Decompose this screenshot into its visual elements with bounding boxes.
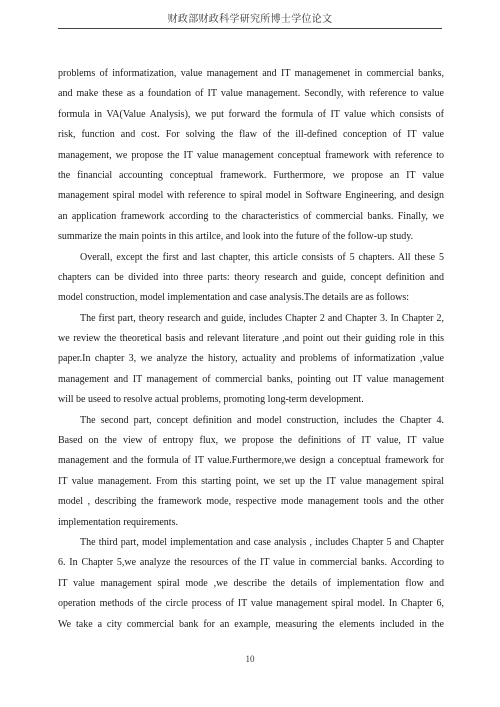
text-line: summarize the main points in this artilce, and look into the future of the follow-up study. xyxy=(58,231,414,243)
text-line: Based on the view of entropy flux, we propose the definitions of IT value, IT value xyxy=(58,435,444,447)
text-line: paper.In chapter 3, we analyze the history, actuality and problems of informatization ,value xyxy=(58,353,444,365)
text-line: the financial accounting conceptual framework. Furthermore, we propose an IT value xyxy=(58,169,444,181)
paragraph-5 xyxy=(58,533,444,635)
text-line: we review the theoretical basis and relevant literature ,and point out their guiding role in this xyxy=(58,333,444,345)
text-line: management and IT management of commercial banks, pointing out IT value management xyxy=(58,373,444,385)
text-line: operation methods of the circle process of IT value management spiral model. In Chapter 6, xyxy=(58,598,444,610)
text-line: an application framework according to the characteristics of commercial banks. Finally, we xyxy=(58,210,444,222)
text-line: risk, function and cost. For solving the flaw of the ill-defined conception of IT value xyxy=(58,129,444,141)
text-line: and make these as a foundation of IT value management. Secondly, with reference to value xyxy=(58,88,444,100)
text-line: We take a city commercial bank for an example, measuring the elements included in the xyxy=(58,618,444,630)
text-line: implementation requirements. xyxy=(58,516,178,528)
running-header: 财政部财政科学研究所博士学位论文 xyxy=(167,14,333,25)
body-text xyxy=(58,64,444,635)
text-line: model construction, model implementation and case analysis.The details are as follows: xyxy=(58,292,410,304)
paragraph-2 xyxy=(58,248,444,309)
text-line: The first part, theory research and guide, includes Chapter 2 and Chapter 3. In Chapter 2, xyxy=(80,312,444,324)
header-rule xyxy=(58,28,442,29)
text-line: chapters can be divided into three parts: theory research and guide, concept definition and xyxy=(58,271,444,283)
text-line: IT value management. From this starting point, we set up the IT value management spiral xyxy=(58,475,444,487)
text-line: model , describing the framework mode, respective mode management tools and the other xyxy=(58,496,444,508)
text-line: problems of informatization, value management and IT managemenet in commercial banks, xyxy=(58,68,444,79)
text-line: The second part, concept definition and model construction, includes the Chapter 4. xyxy=(80,414,444,426)
text-line: management, we propose the IT value management conceptual framework with reference to xyxy=(58,149,444,161)
paragraph-3 xyxy=(58,309,444,411)
paragraph-4 xyxy=(58,411,444,533)
text-line: The third part, model implementation and case analysis , includes Chapter 5 and Chapter xyxy=(80,536,444,548)
paragraph-1 xyxy=(58,64,444,248)
page-number: 10 xyxy=(245,654,255,664)
text-line: management and the formula of IT value.Furthermore,we design a conceptual framework for xyxy=(58,455,444,467)
text-line: Overall, except the first and last chapter, this article consists of 5 chapters. All these 5 xyxy=(80,251,444,263)
text-line: management spiral model with reference to spiral model in Software Engineering, and design xyxy=(58,190,444,202)
text-line: formula in VA(Value Analysis), we put forward the formula of IT value which consists of xyxy=(58,108,444,120)
text-line: will be useed to resolve actual problems, promoting long-term development. xyxy=(58,394,364,406)
text-line: IT value management spiral mode ,we describe the details of implementation flow and xyxy=(58,577,444,589)
text-line: 6. In Chapter 5,we analyze the resources of the IT value in commercial banks. According to xyxy=(58,557,444,569)
